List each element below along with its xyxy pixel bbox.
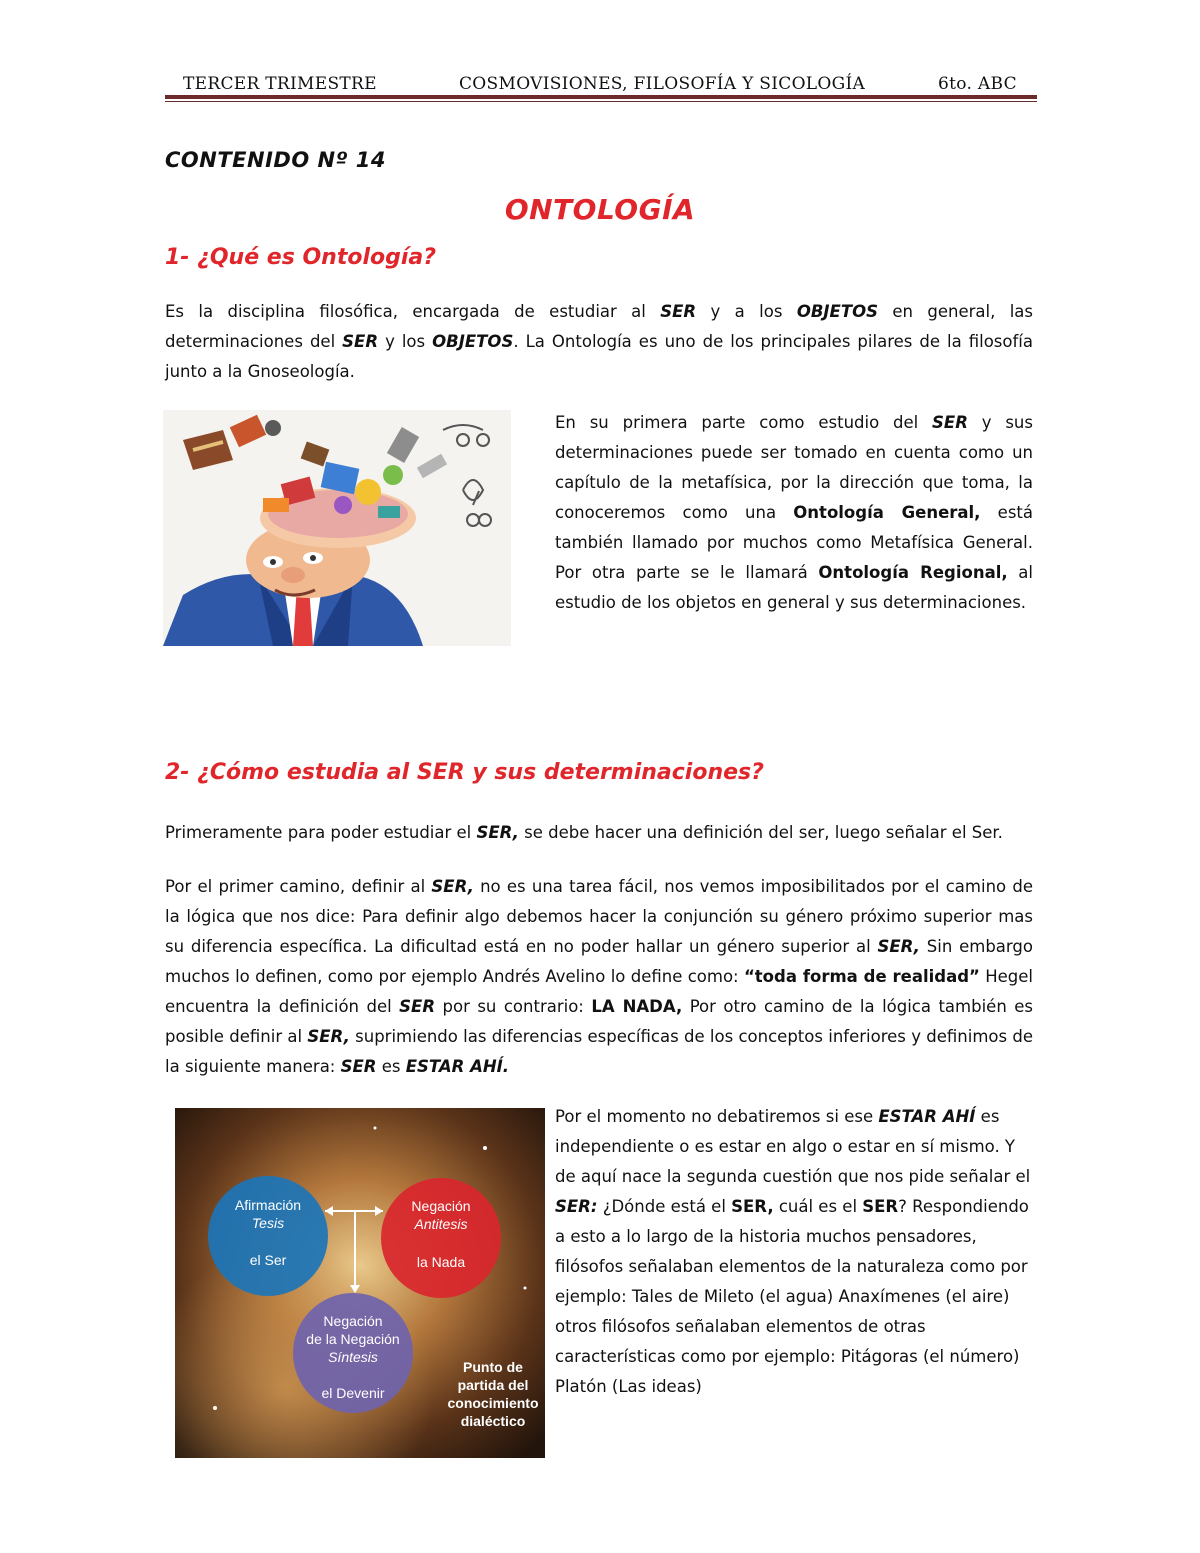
svg-text:partida del: partida del [457,1377,529,1393]
svg-text:el Devenir: el Devenir [321,1385,385,1401]
svg-text:Antitesis: Antitesis [414,1216,468,1232]
header-rule [165,95,1037,99]
svg-text:Afirmación: Afirmación [234,1197,302,1213]
dialectic-diagram-image [175,1108,545,1458]
svg-text:dialéctico: dialéctico [460,1413,526,1429]
section2-title: 2- ¿Cómo estudia al SER y sus determinaciones? [165,760,764,785]
antithesis-circle [381,1178,501,1298]
section1-paragraph2: En su primera parte como estudio del SER y sus determinaciones puede ser tomado en cuenta como un capítulo de la metafísica, por la dirección que toma, la conoceremos como una Ontología General, está también llamado por muchos como Metafísica General. Por otra parte se le llamará Ontología Regional, al estudio de los objetos en general y sus determinaciones. [555,413,1033,612]
ontology-head-image [163,410,511,646]
section1-paragraph1: Es la disciplina filosófica, encargada de estudiar al SER y a los OBJETOS en general, las determinaciones del SER y los OBJETOS. La Ontología es uno de los principales pilares de la filosofía junto a la Gnoseología. [165,302,1034,381]
header-trimester: TERCER TRIMESTRE [183,74,377,94]
svg-text:la Nada: la Nada [416,1254,466,1270]
section1-title: 1- ¿Qué es Ontología? [165,245,437,270]
svg-text:el Ser: el Ser [249,1252,287,1268]
svg-text:Síntesis: Síntesis [328,1349,378,1365]
svg-text:Tesis: Tesis [251,1215,285,1231]
svg-text:Negación: Negación [411,1198,471,1214]
svg-text:Negación: Negación [323,1313,383,1329]
section2-paragraph1: Primeramente para poder estudiar el SER, se debe hacer una definición del ser, luego señalar el Ser. [165,823,1003,842]
svg-text:conocimiento: conocimiento [447,1395,539,1411]
svg-text:de la Negación: de la Negación [306,1331,400,1347]
thesis-circle [208,1176,328,1296]
svg-text:Punto de: Punto de [463,1359,523,1375]
page-title: ONTOLOGÍA [504,193,696,226]
header-subject: COSMOVISIONES, FILOSOFÍA Y SICOLOGÍA [459,74,866,94]
section2-paragraph3: Por el momento no debatiremos si ese ESTAR AHÍ es independiente o es estar en algo o estar en sí mismo. Y de aquí nace la segunda cuestión que nos pide señalar el SER: ¿Dónde está el SER, cuál es el SER? Respondiendo a esto a lo largo de la historia muchos pensadores, filósofos señalaban elementos de la naturaleza como por ejemplo: Tales de Mileto (el agua) Anaxímenes (el aire) otros filósofos señalaban elementos de otras características como por ejemplo: Pitágoras (el número) Platón (Las ideas) [555,1107,1031,1396]
header-rule-thin [165,101,1037,102]
content-number: CONTENIDO Nº 14 [165,148,386,172]
section2-paragraph2: Por el primer camino, definir al SER, no es una tarea fácil, nos vemos imposibilitados por el camino de la lógica que nos dice: Para definir algo debemos hacer la conjunción su género próximo superior mas su diferencia específica. La dificultad está en no poder hallar un género superior al SER, Sin embargo muchos lo definen, como por ejemplo Andrés Avelino lo define como: “toda forma de realidad” Hegel encuentra la definición del SER por su contrario: LA NADA, Por otro camino de la lógica también es posible definir al SER, suprimiendo las diferencias específicas de los conceptos inferiores y definimos de la siguiente manera: SER es ESTAR AHÍ. [165,877,1034,1076]
header-grade: 6to. ABC [938,74,1017,94]
